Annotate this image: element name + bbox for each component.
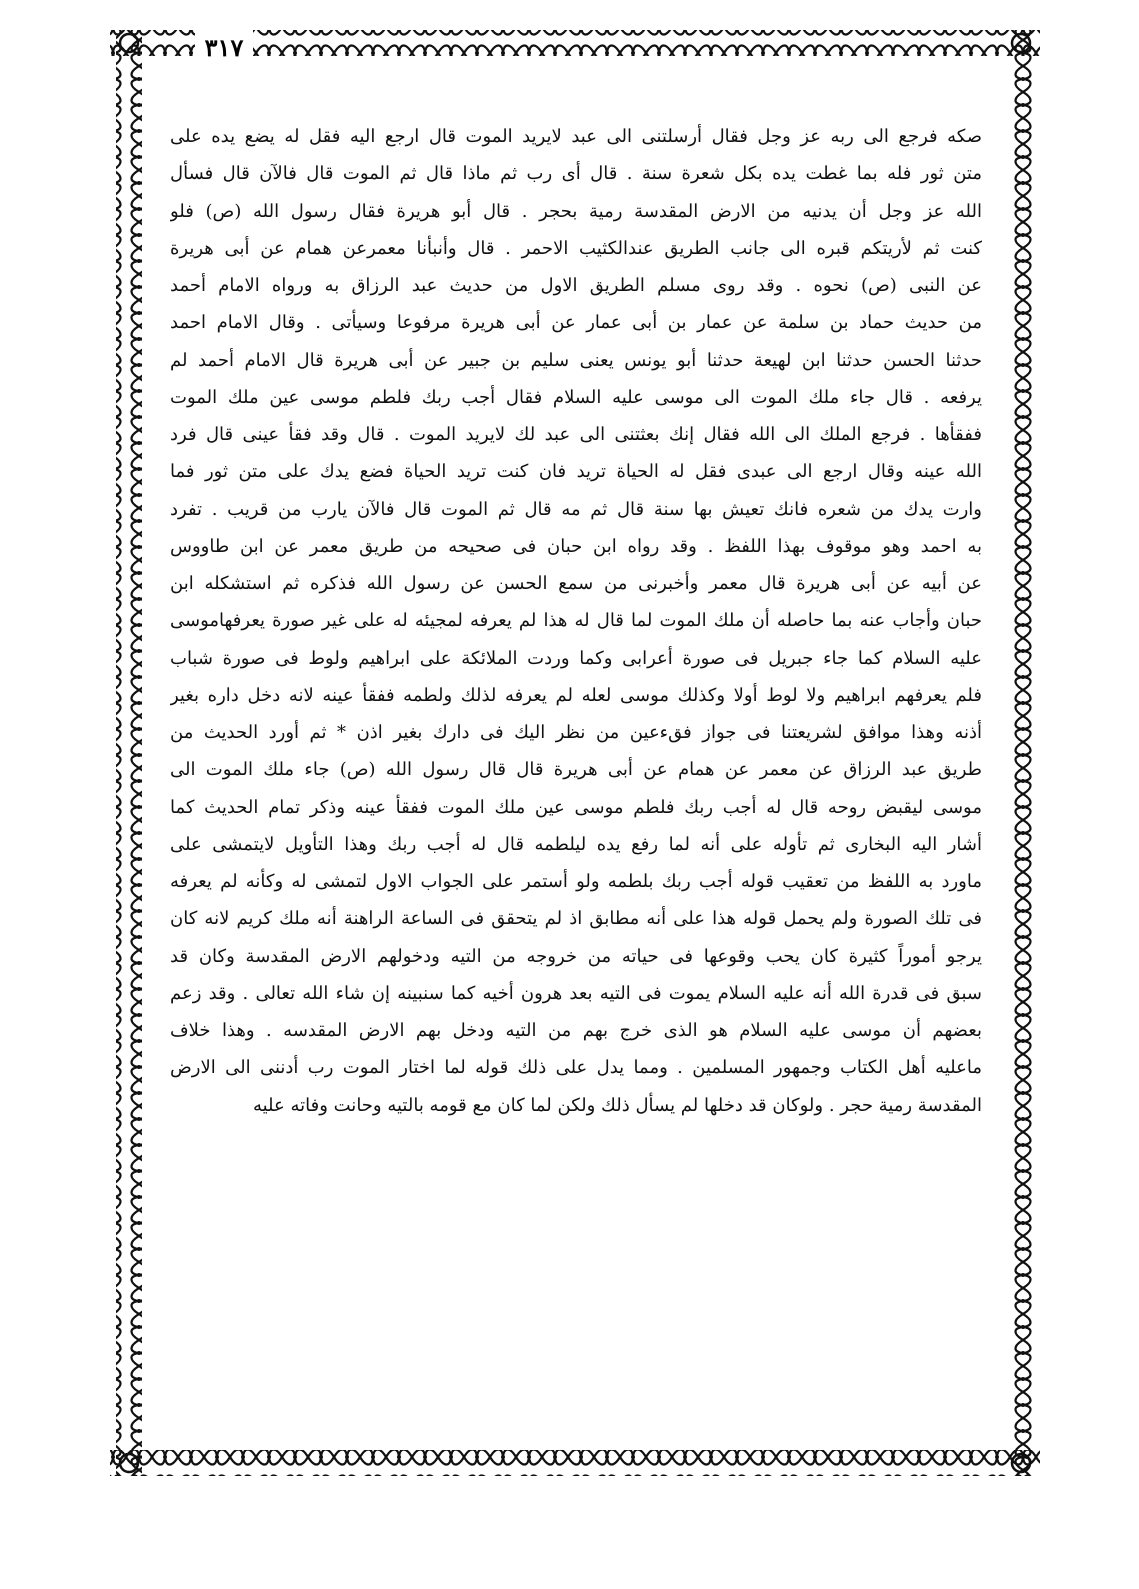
text-line: المقدسة رمية حجر . ولوكان قد دخلها لم يسأل ذلك ولكن لما كان مع قومه بالتيه وحانت وفاته عليه xyxy=(252,1094,982,1116)
text-line: من حديث حماد بن سلمة عن عمار بن أبى عمار عن أبى هريرة مرفوعا وسيأتى . وقال الامام احمد xyxy=(170,312,982,334)
text-line: ففقأها . فرجع الملك الى الله فقال إنك بعثتنى الى عبد لك لايريد الموت . قال وقد فقأ عينى قال فرد xyxy=(170,424,982,445)
text-line: حدثنا الحسن حدثنا ابن لهيعة حدثنا أبو يونس يعنى سليم بن جبير عن أبى هريرة قال الامام أحمد لم xyxy=(170,349,982,371)
text-line: أشار اليه البخارى ثم تأوله على أنه لما رفع يده ليلطمه قال له أجب ربك وهذا التأويل لايتمشى على xyxy=(170,833,982,855)
text-line: يرفعه . قال جاء ملك الموت الى موسى عليه السلام فقال أجب ربك فلطم موسى عين ملك الموت xyxy=(170,386,982,408)
text-line: متن ثور فله بما غطت يده بكل شعرة سنة . قال أى رب ثم ماذا قال ثم الموت قال فالآن قال فسأل xyxy=(170,163,982,185)
text-line: ماورد به اللفظ من تعقيب قوله أجب ربك بلطمه ولو أستمر على الجواب الاول لتمشى له وكأنه لم يعرفه xyxy=(170,871,982,892)
text-line: حبان وأجاب عنه بما حاصله أن ملك الموت لما قال له هذا لم يعرفه لمجيئه له على غير صورة يعرفهاموسى xyxy=(170,610,982,632)
body-text xyxy=(170,118,982,1444)
text-line: سبق فى قدرة الله أنه عليه السلام يموت فى التيه بعد هرون أخيه كما سنبينه إن شاء الله تعالى . وقد زعم xyxy=(170,982,982,1004)
text-line: عن النبى (ص) نحوه . وقد روى مسلم الطريق الاول من حديث عبد الرزاق به ورواه الامام أحمد xyxy=(170,275,982,296)
text-line: وارت يدك من شعره فانك تعيش بها سنة قال ثم مه قال ثم الموت قال فالآن يارب من قريب . تفرد xyxy=(170,498,982,520)
text-line: فلم يعرفهم ابراهيم ولا لوط أولا وكذلك موسى لعله لم يعرفه لذلك ولطمه ففقأ عينه لانه دخل داره بغير xyxy=(170,684,982,706)
text-line: الله عينه وقال ارجع الى عبدى فقل له الحياة تريد فان كنت تريد الحياة فضع يدك على متن ثور فما xyxy=(170,461,982,483)
text-line: أذنه وهذا موافق لشريعتنا فى جواز فقءعين من نظر اليك فى دارك بغير اذن * ثم أورد الحديث من xyxy=(170,722,982,743)
text-line: موسى ليقبض روحه قال له أجب ربك فلطم موسى عين ملك الموت ففقأ عينه وذكر تمام الحديث كما xyxy=(170,796,982,818)
text-line: صكه فرجع الى ربه عز وجل فقال أرسلتنى الى عبد لايريد الموت قال ارجع اليه فقل له يضع يده على xyxy=(170,126,982,147)
page-number: ٣١٧ xyxy=(195,30,253,66)
text-line: يرجو أموراً كثيرة كان يحب وقوعها فى حياته من خروجه من التيه ودخولهم الارض المقدسة وكان قد xyxy=(170,945,982,967)
text-line: الله عز وجل أن يدنيه من الارض المقدسة رمية بحجر . قال أبو هريرة فقال رسول الله (ص) فلو xyxy=(170,200,982,222)
text-line: ماعليه أهل الكتاب وجمهور المسلمين . ومما يدل على ذلك قوله لما اختار الموت رب أدننى الى الارض xyxy=(170,1057,982,1079)
text-line: عن أبيه عن أبى هريرة قال معمر وأخبرنى من سمع الحسن عن رسول الله فذكره ثم استشكله ابن xyxy=(170,573,982,594)
text-line: طريق عبد الرزاق عن معمر عن همام عن أبى هريرة قال قال رسول الله (ص) جاء ملك الموت الى xyxy=(170,759,982,781)
text-line: به احمد وهو موقوف بهذا اللفظ . وقد رواه ابن حبان فى صحيحه من طريق معمر عن ابن طاووس xyxy=(170,535,982,557)
text-line: فى تلك الصورة ولم يحمل قوله هذا على أنه مطابق اذ لم يتحقق فى الساعة الراهنة أنه ملك كريم لانه كان xyxy=(170,908,982,930)
text-line: كنت ثم لأريتكم قبره الى جانب الطريق عندالكثيب الاحمر . قال وأنبأنا معمرعن همام عن أبى هريرة xyxy=(170,237,982,259)
text-line: بعضهم أن موسى عليه السلام هو الذى خرج بهم من التيه ودخل بهم الارض المقدسه . وهذا خلاف xyxy=(170,1020,982,1041)
text-line: عليه السلام كما جاء جبريل فى صورة أعرابى وكما وردت الملائكة على ابراهيم ولوط فى صورة شباب xyxy=(170,647,982,669)
